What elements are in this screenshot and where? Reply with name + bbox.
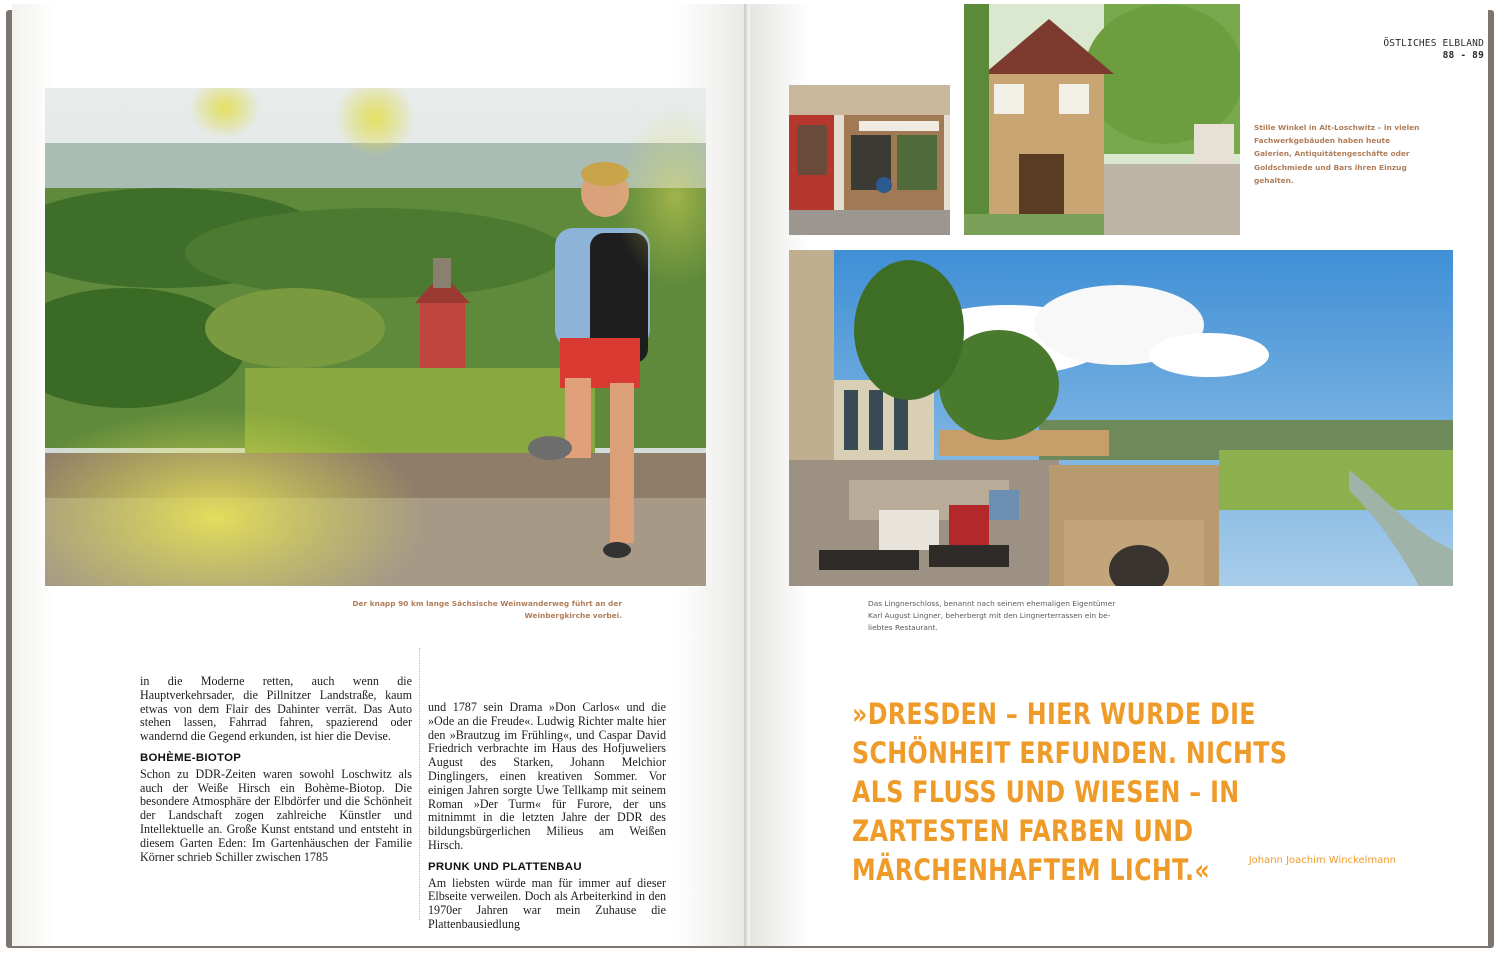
paragraph: in die Moderne retten, auch wenn die Hauptverkehrsader, die Pillnitzer Landstraße, kaum etwas von dem Flair des Dahinter verrät. Das Auto stehen lassen, Fahrrad fahren, spazierend oder wandernd die Gegend erkunden, ist hier die Devise. [140,674,412,744]
quote-author: Johann Joachim Winckelmann [1248,855,1396,866]
right-photo-caption [868,598,1178,634]
text-column-1 [140,675,412,864]
pull-quote: »DRESDEN – HIER WURDE DIE SCHÖNHEIT ERFUNDEN. NICHTS ALS FLUSS UND WIESEN – IN ZARTESTEN FARBEN UND MÄRCHENHAFTEM LICHT.« [852,697,1288,887]
running-header [1383,38,1484,62]
caption-line: Weinbergkirche vorbei. [524,611,622,620]
lingnerschloss-terrace-photo [789,250,1453,586]
section-title: ÖSTLICHES ELBLAND [1383,38,1484,49]
hiker-vineyard-photo [45,88,706,586]
text-column-2 [428,701,666,932]
shopfront-photo [789,85,950,235]
section-heading: BOHÈME-BIOTOP [140,751,242,764]
left-photo-caption [300,598,622,622]
paragraph: Schon zu DDR-Zeiten waren sowohl Loschwitz als auch der Weiße Hirsch ein Bohème-Biotop. Die besondere Atmosphäre der Elbdörfer und die Schönheit der Landschaft zogen zahlreiche Künstler und Intellektuelle an. Große Kunst entstand und entsteht in diesem Garten Eden: Im Gartenhäuschen der Familie Körner schrieb Schiller zwischen 1785 [140,766,412,864]
caption-line: liebtes Restaurant. [868,623,938,632]
section-heading: PRUNK UND PLATTENBAU [428,860,582,873]
caption-line: Der knapp 90 km lange Sächsische Weinwanderweg führt an der [352,599,622,608]
caption-line: Das Lingnerschloss, benannt nach seinem ehemaligen Eigentümer [868,599,1116,608]
side-caption: Stille Winkel in Alt-Loschwitz – in vielen Fachwerkgebäuden haben heute Galerien, Antiquitätengeschäfte oder Goldschmiede und Bars ihren Einzug gehalten. [1254,123,1420,185]
paragraph: und 1787 sein Drama »Don Carlos« und die »Ode an die Freude«. Ludwig Richter malte hier den »Brautzug im Frühling«, und Caspar David Friedrich verbrachte im Haus des Hofjuweliers August des Starken, Johann Melchior Dinglingers, einen kreativen Sommer. Vor einigen Jahren sorgte Uwe Tellkamp mit seinem Roman »Der Turm« für Furore, der uns mitnimmt in die letzten Jahre der DDR des bildungsbürgerlichen Milieus am Weißen Hirsch. [428,700,666,852]
column-divider [419,648,420,920]
caption-line: Karl August Lingner, beherbergt mit den Lingnerterrassen ein be- [868,611,1111,620]
paragraph: Am liebsten würde man für immer auf dieser Elbseite verweilen. Doch als Arbeiterkind in den 1970er Jahren war mein Zuhause die Plattenbausiedlung [428,875,666,931]
gallery-street-photo [964,4,1240,235]
page-numbers: 88 - 89 [1442,50,1484,61]
